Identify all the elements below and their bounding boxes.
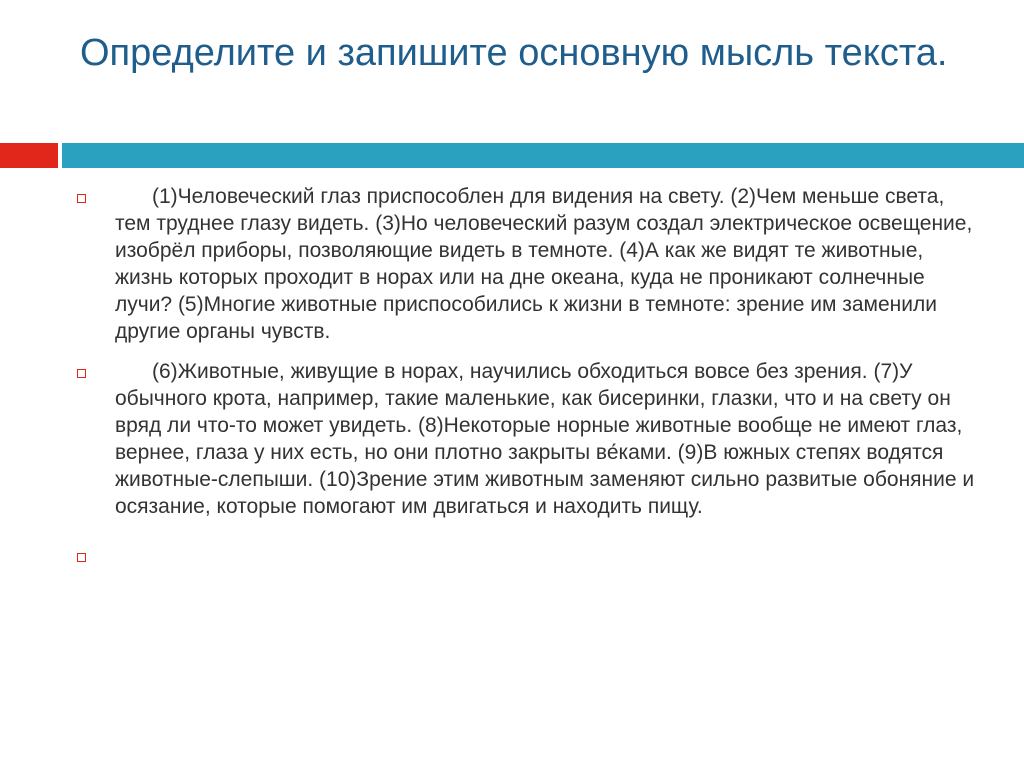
- bullet-item-1: [0, 183, 1024, 345]
- hollow-square-bullet-icon: [77, 369, 86, 378]
- slide-title: Определите и запишите основную мысль текста.: [80, 32, 948, 74]
- accent-bar-red: [0, 143, 58, 168]
- bullet-item-2: [0, 358, 1024, 520]
- paragraph-1: (1)Человеческий глаз приспособлен для видения на свету. (2)Чем меньше света, тем труднее глазу видеть. (3)Но человеческий разум создал электрическое освещение, изобрёл приборы, позволяющие видеть в темноте. (4)А как же видят те животные, жизнь которых проходит в норах или на дне океана, куда не проникают солнечные лучи? (5)Многие животные приспособились к жизни в темноте: зрение им заменили другие органы чувств.: [115, 185, 973, 343]
- slide-body: [0, 183, 1024, 571]
- hollow-square-bullet-icon: [77, 194, 86, 203]
- accent-bar-teal: [62, 143, 1024, 168]
- paragraph-2: (6)Животные, живущие в норах, научились обходиться вовсе без зрения. (7)У обычного крота, например, такие маленькие, как бисеринки, глазки, что и на свету он вряд ли что-то может увидеть. (8)Некоторые норные животные вообще не имеют глаз, вернее, глаза у них есть, но они плотно закрыты ве́ками. (9)В южных степях водятся животные-слепыши. (10)Зрение этим животным заменяют сильно развитые обоняние и осязание, которые помогают им двигаться и находить пищу.: [115, 360, 975, 518]
- hollow-square-bullet-icon: [77, 553, 86, 562]
- bullet-item-3: [0, 544, 1024, 571]
